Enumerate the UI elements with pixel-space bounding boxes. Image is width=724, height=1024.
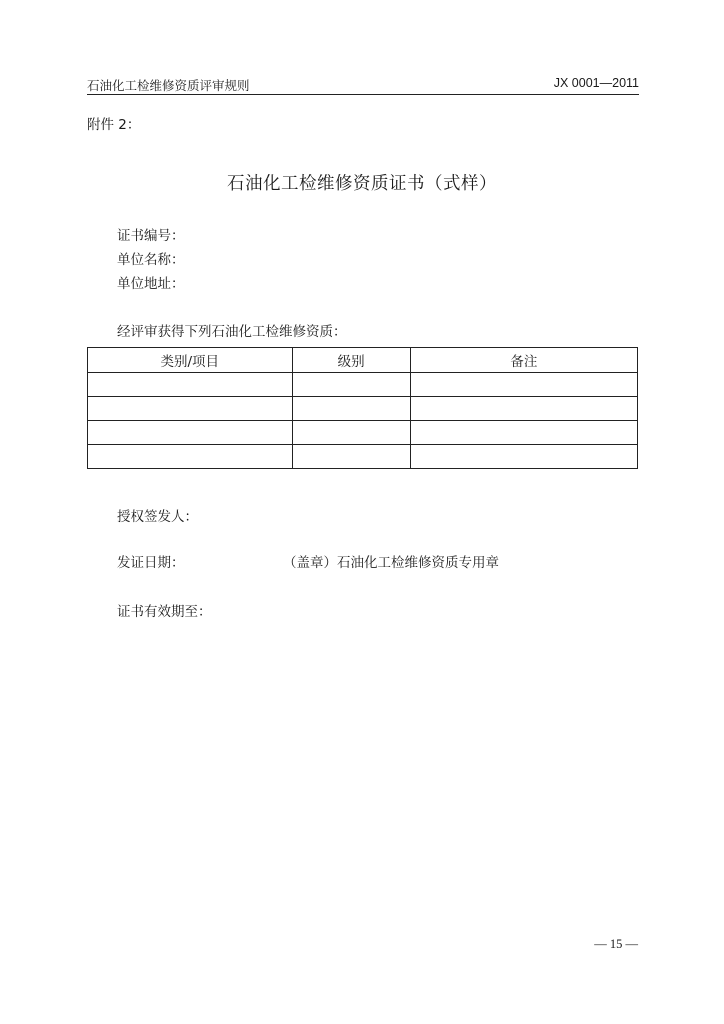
table-row [88, 373, 638, 397]
signatory-label: 授权签发人： [117, 509, 198, 525]
qualification-table [87, 347, 638, 469]
table-cell [88, 373, 293, 397]
column-header-level: 级别 [292, 348, 410, 373]
table-cell [292, 397, 410, 421]
page-header [87, 74, 639, 95]
certificate-title: 石油化工检维修资质证书（式样） [227, 174, 497, 194]
org-name-label: 单位名称： [117, 252, 185, 268]
table-row [88, 397, 638, 421]
cert-number-label: 证书编号： [117, 228, 185, 244]
table-cell [410, 397, 637, 421]
column-header-category: 类别/项目 [88, 348, 293, 373]
header-standard-code: JX 0001—2011 [553, 76, 639, 90]
stamp-text: （盖章）石油化工检维修资质专用章 [283, 555, 499, 571]
table-cell [292, 373, 410, 397]
header-document-title: 石油化工检维修资质评审规则 [87, 78, 250, 93]
table-cell [410, 421, 637, 445]
issue-date-label: 发证日期： [117, 555, 185, 571]
table-cell [88, 445, 293, 469]
valid-until-label: 证书有效期至： [117, 604, 212, 620]
column-header-remarks: 备注 [410, 348, 637, 373]
table-cell [88, 421, 293, 445]
table-cell [292, 445, 410, 469]
table-intro: 经评审获得下列石油化工检维修资质： [117, 324, 347, 340]
org-address-label: 单位地址： [117, 276, 185, 292]
table-row [88, 445, 638, 469]
attachment-label: 附件 2： [87, 117, 141, 133]
table-header-row [88, 348, 638, 373]
table-cell [410, 373, 637, 397]
page-number: — 15 — [594, 937, 638, 951]
table-cell [410, 445, 637, 469]
table-cell [292, 421, 410, 445]
table-row [88, 421, 638, 445]
table-cell [88, 397, 293, 421]
